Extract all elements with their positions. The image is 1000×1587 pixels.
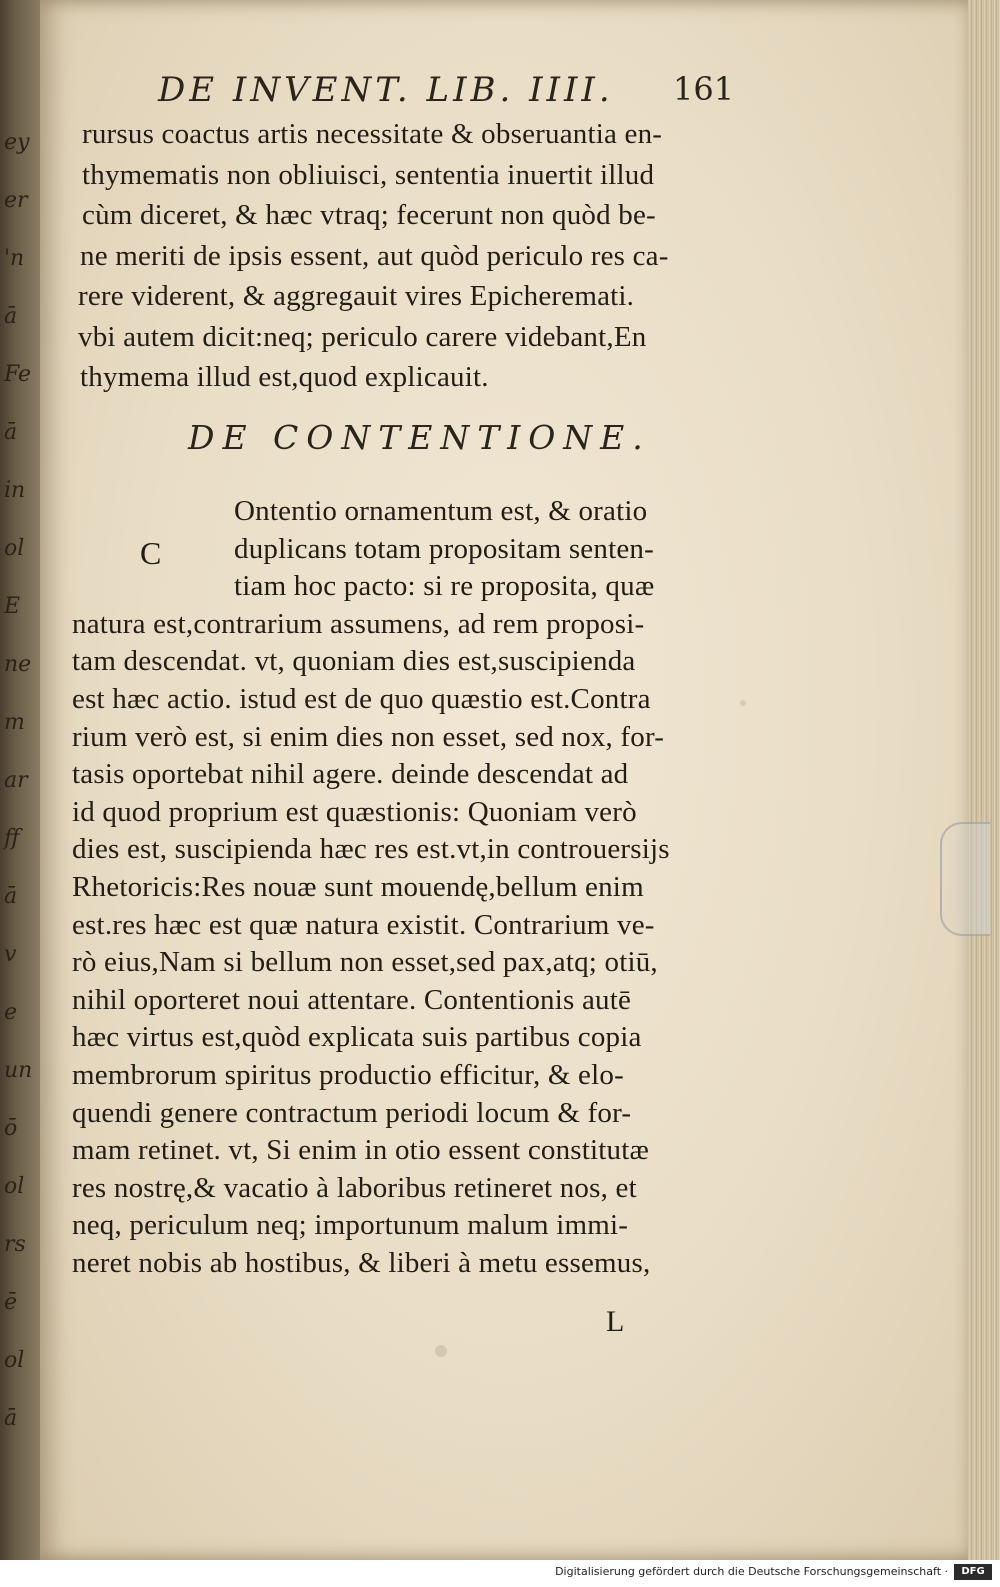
section-heading: DE CONTENTIONE. <box>188 418 651 457</box>
text-line: res nostrę,& vacatio à laboribus retineret nos, et <box>72 1171 637 1204</box>
facing-page-fragment: ol <box>4 536 25 561</box>
facing-page-fragment: 'n <box>4 246 25 271</box>
text-line: membrorum spiritus productio efficitur, & elo- <box>72 1059 624 1091</box>
paper-stain <box>740 700 746 706</box>
page-header <box>118 70 748 120</box>
facing-page-fragment: m <box>4 710 25 735</box>
facing-page-fragment: in <box>4 478 26 503</box>
facing-page-fragment: ā <box>4 420 18 445</box>
facing-page-fragment: un <box>4 1058 33 1083</box>
catchword: L <box>606 1305 625 1338</box>
running-head: DE INVENT. LIB. IIII. <box>158 70 614 110</box>
text-line: tiam hoc pacto: si re proposita, quæ <box>234 570 655 603</box>
facing-page-fragment: ō <box>4 1116 18 1141</box>
facing-page-fragment: Fe <box>4 362 32 387</box>
facing-page-fragment: ol <box>4 1174 25 1199</box>
facing-page-fragment: rs <box>4 1232 26 1257</box>
text-line: natura est,contrarium assumens, ad rem proposi- <box>72 607 645 640</box>
facing-page-fragment: e <box>4 1000 18 1025</box>
page-fore-edge <box>968 0 1000 1560</box>
text-line: thymematis non obliuisci, sententia inuertit illud <box>82 158 655 191</box>
text-line: id quod proprium est quæstionis: Quoniam verò <box>72 795 637 828</box>
text-line: neq, periculum neq; importunum malum immi- <box>72 1209 629 1242</box>
dfg-logo: DFG <box>954 1564 992 1580</box>
facing-page-fragment: ē <box>4 1290 18 1315</box>
text-line: neret nobis ab hostibus, & liberi à metu essemus, <box>72 1247 651 1279</box>
text-line: tam descendat. vt, quoniam dies est,suscipienda <box>72 645 636 678</box>
text-line: cùm diceret, & hæc vtraq; fecerunt non quòd be- <box>82 199 656 231</box>
text-line: duplicans totam propositam senten- <box>234 532 654 565</box>
text-line: est hæc actio. istud est de quo quæstio est.Contra <box>72 683 651 715</box>
facing-page-fragment: ne <box>4 652 32 677</box>
text-line: mam retinet. vt, Si enim in otio essent constitutæ <box>72 1134 650 1167</box>
text-line: rò eius,Nam si bellum non esset,sed pax,atq; otiū, <box>72 946 658 979</box>
text-line: est.res hæc est quæ natura existit. Contrarium ve- <box>72 908 655 941</box>
text-line: thymema illud est,quod explicauit. <box>80 361 489 393</box>
facing-page-text-fragments <box>0 60 40 1520</box>
text-line: Rhetoricis:Res nouæ sunt mouendę,bellum enim <box>72 871 644 903</box>
page-number: 161 <box>673 70 735 108</box>
text-line: vbi autem dicit:neq; periculo carere videbant,En <box>78 320 647 353</box>
text-line: nihil oporteret noui attentare. Contentionis autē <box>72 983 632 1016</box>
text-line: rere viderent, & aggregauit vires Epicheremati. <box>78 280 635 312</box>
facing-page-fragment: ar <box>4 768 28 793</box>
page-clip <box>940 822 990 936</box>
text-line: tasis oportebat nihil agere. deinde descendat ad <box>72 758 629 791</box>
facing-page-fragment: ā <box>4 1406 18 1431</box>
facing-page-fragment: ā <box>4 884 18 909</box>
text-line: quendi genere contractum periodi locum & for- <box>72 1096 632 1129</box>
text-line: dies est, suscipienda hæc res est.vt,in controuersijs <box>72 833 670 866</box>
drop-initial: C <box>140 535 162 571</box>
facing-page-fragment: ol <box>4 1348 25 1373</box>
text-line: Ontentio ornamentum est, & oratio <box>234 495 648 527</box>
text-line: hæc virtus est,quòd explicata suis partibus copia <box>72 1021 642 1054</box>
paper-stain <box>435 1345 447 1357</box>
facing-page-fragment: v <box>4 942 17 967</box>
funding-credit: Digitalisierung gefördert durch die Deutsche Forschungsgemeinschaft · <box>555 1565 948 1578</box>
text-line: rursus coactus artis necessitate & obseruantia en- <box>82 118 663 150</box>
digitization-footer <box>0 1560 1000 1587</box>
text-line: rium verò est, si enim dies non esset, sed nox, for- <box>72 720 665 753</box>
facing-page-fragment: ff <box>4 826 20 851</box>
facing-page-fragment: ā <box>4 304 18 329</box>
facing-page-fragment: er <box>4 188 28 213</box>
facing-page-fragment: E <box>4 594 21 619</box>
text-line: ne meriti de ipsis essent, aut quòd periculo res ca- <box>80 239 669 272</box>
facing-page-fragment: ey <box>4 130 30 155</box>
